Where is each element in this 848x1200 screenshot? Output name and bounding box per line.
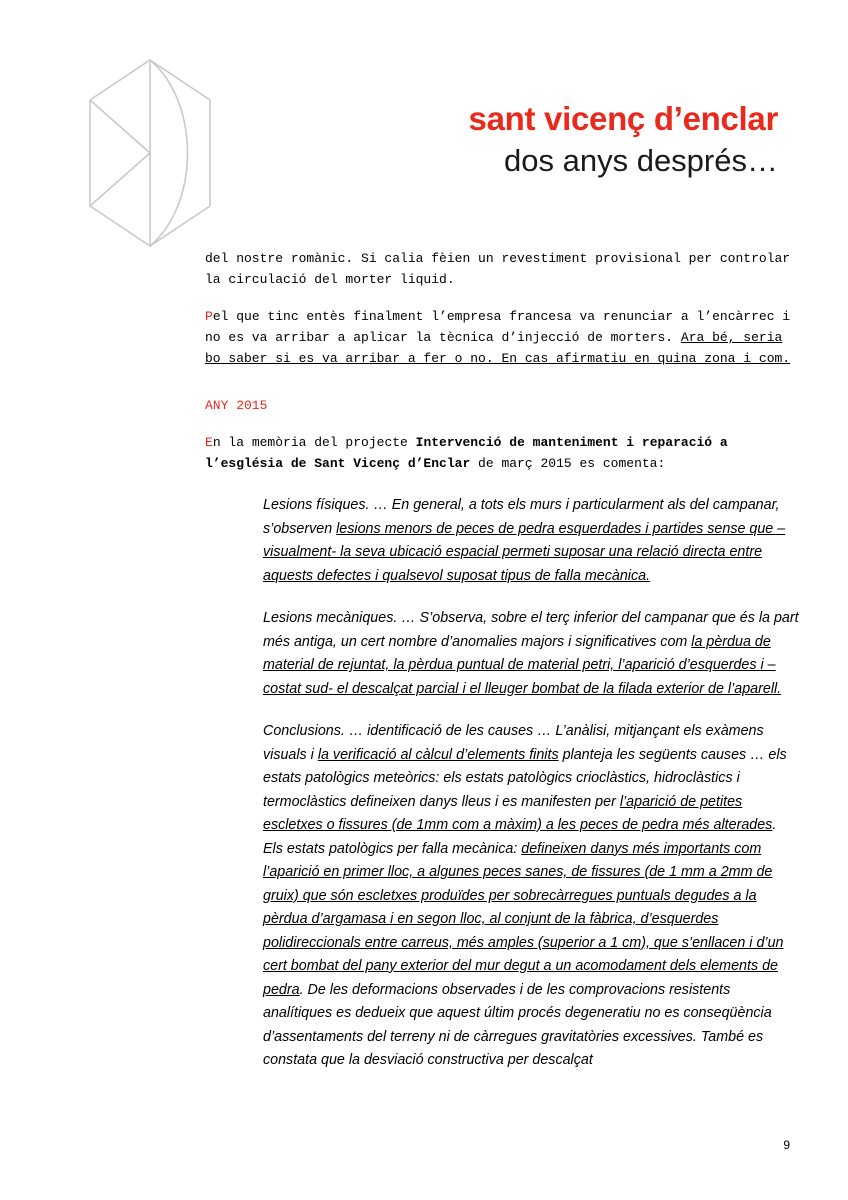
quote-underlined-1: lesions menors de peces de pedra esquerdades i partides sense que –visualment- la seva ubicació espacial permeti suposar una relació directa entre aquests defectes i qualsevol suposat tipus de falla mecànica. (263, 520, 786, 584)
quote-plain-1: Lesions mecàniques. … S’observa, sobre el terç inferior del campanar que és la part més antiga, un cert nombre d’anomalies majors i significatives com (263, 610, 799, 650)
paragraph-intro-text: del nostre romànic. Si calia fèien un revestiment provisional per controlar la circulació del morter liquid. (205, 251, 791, 287)
quote-lesions-fisiques (263, 494, 800, 588)
paragraph-second-underlined: Ara bé, seria bo saber si es va arribar a fer o no. En cas afirmatiu en quina zona i com. (205, 330, 791, 366)
quote-underlined-1: la verificació al càlcul d’elements finits (317, 746, 559, 763)
quote-plain-2: planteja les següents causes … els estats patològics meteòrics: els estats patològics crioclàstics, hidroclàstics i termoclàstics defineixen danys lleus i es manifesten per (263, 746, 787, 810)
hexagon-leaf-logo-icon (88, 58, 212, 248)
page-title: sant vicenç d’enclar (468, 100, 778, 137)
page-header (0, 46, 848, 246)
quote-underlined-3: defineixen danys més importants com l’aparició en primer lloc, a algunes peces sanes, de fissures (de 1 mm a 2mm de gruix) que són escletxes produïdes per sobrecàrregues puntuals degudes a la pèrdua d’argamasa i en segon lloc, al conjunt de la fàbrica, d’esquerdes polidireccionals entre carreus, més amples (superior a 1 cm), que s’enllacen i d’un cert bombat del pany exterior del mur degut a un acomodament dels elements de pedra (263, 840, 784, 998)
quote-plain-4: . De les deformacions observades i de les comprovacions resistents analítiques es dedueix que aquest últim procés degeneratiu no es conseqüència d’assentaments del terreny ni de càrregues gravitatòries excessives. També es constata que la desviació constructiva per descalçat (263, 981, 772, 1068)
paragraph-memoria-pre: n la memòria del projecte (212, 435, 416, 450)
paragraph-intro (205, 248, 800, 290)
project-title-bold: Intervenció de manteniment i reparació a l’església de Sant Vicenç d’Enclar (205, 435, 728, 471)
quote-conclusions (263, 720, 800, 1073)
paragraph-second-text: el que tinc entès finalment l’empresa francesa va renunciar a l’encàrrec i no es va arribar a aplicar la tècnica d’injecció de morters. (205, 309, 791, 345)
quote-plain-1: Conclusions. … identificació de les causes … L’anàlisi, mitjançant els exàmens visuals i (263, 723, 764, 763)
quote-lesions-mecaniques (263, 607, 800, 701)
quote-underlined-1: la pèrdua de material de rejuntat, la pèrdua puntual de material petri, l’aparició d’esquerdes i –costat sud- el descalçat parcial i el lleuger bombat de la filada exterior de l’aparell. (263, 633, 782, 697)
page-number: 9 (783, 1138, 790, 1152)
dropcap-e: E (205, 435, 213, 450)
title-block (218, 102, 778, 178)
document-body (205, 248, 800, 1073)
quote-plain-1: Lesions físiques. … En general, a tots els murs i particularment als del campanar, s’observen (263, 497, 780, 537)
quote-plain-3: . Els estats patològics per falla mecànica: (263, 817, 777, 857)
quoted-report-block (263, 494, 800, 1073)
paragraph-memoria-post: de març 2015 es comenta: (470, 456, 666, 471)
quote-underlined-2: l’aparició de petites escletxes o fissures (de 1mm com a màxim) a les peces de pedra més alterades (263, 793, 773, 833)
section-heading-any-2015: ANY 2015 (205, 398, 268, 413)
dropcap-p: P (205, 309, 213, 324)
page-subtitle: dos anys després… (504, 142, 778, 178)
paragraph-memoria (205, 432, 800, 474)
paragraph-second (205, 306, 800, 369)
